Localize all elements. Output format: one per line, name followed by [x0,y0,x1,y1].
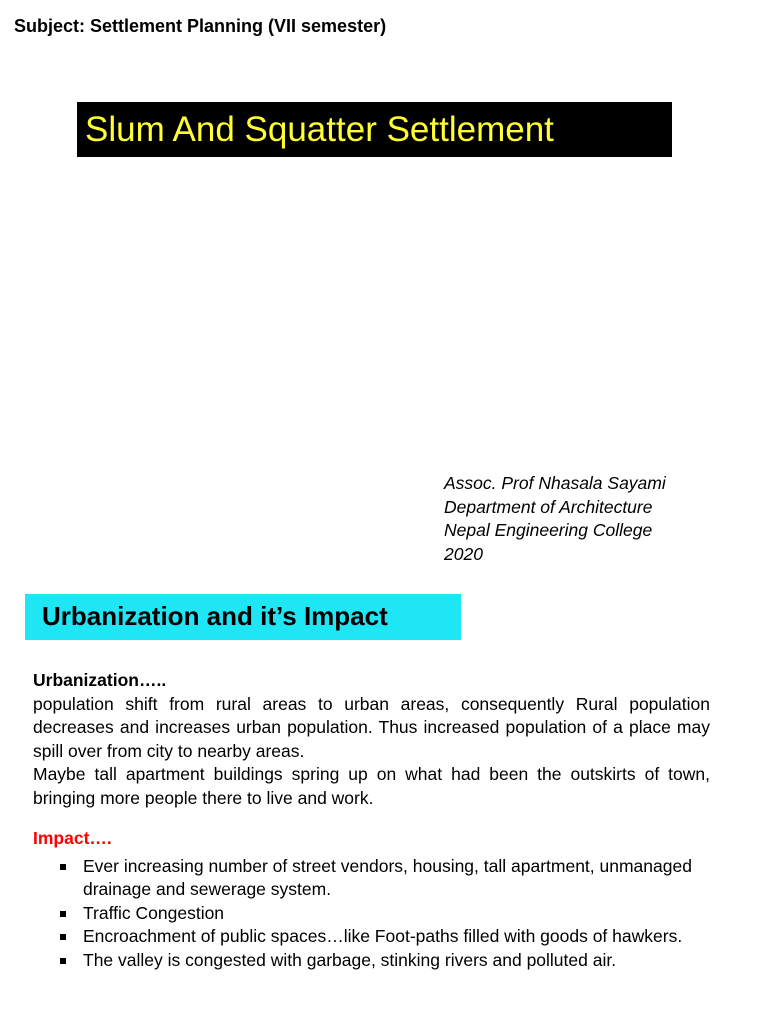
urbanization-paragraph-2: Maybe tall apartment buildings spring up on what had been the outskirts of town, bringing more people there to live and work. [33,764,710,808]
list-item [33,902,710,926]
subject-line: Subject: Settlement Planning (VII semester) [14,16,387,36]
list-item [33,949,710,973]
impact-list [33,855,710,973]
list-item-text: Traffic Congestion [83,902,225,923]
square-bullet-icon [60,934,66,940]
square-bullet-icon [60,864,66,870]
section-title: Urbanization and it’s Impact [42,601,388,631]
list-item-text: Ever increasing number of street vendors, housing, tall apartment, unmanaged drainage and sewerage system. [83,855,692,899]
urbanization-heading: Urbanization….. [33,670,167,690]
impact-heading: Impact…. [33,828,112,848]
square-bullet-icon [60,911,66,917]
list-item-text: Encroachment of public spaces…like Foot-paths filled with goods of hawkers. [83,926,683,946]
author-college: Nepal Engineering College [444,520,653,540]
list-item-text: The valley is congested with garbage, stinking rivers and polluted air. [83,949,617,970]
author-department: Department of Architecture [444,496,653,517]
square-bullet-icon [60,958,66,964]
content-body [33,669,710,972]
author-block [444,472,666,566]
author-name: Assoc. Prof Nhasala Sayami [444,473,666,493]
author-year: 2020 [444,543,483,564]
title-banner [77,102,672,157]
urbanization-paragraph-1: population shift from rural areas to urban areas, consequently Rural population decreases and increases urban population. Thus increased population of a place may spill over from city to nearby areas. [33,693,710,761]
list-item [33,925,710,949]
slide-title: Slum And Squatter Settlement [85,110,554,149]
list-item [33,855,710,902]
section-banner [25,594,461,640]
